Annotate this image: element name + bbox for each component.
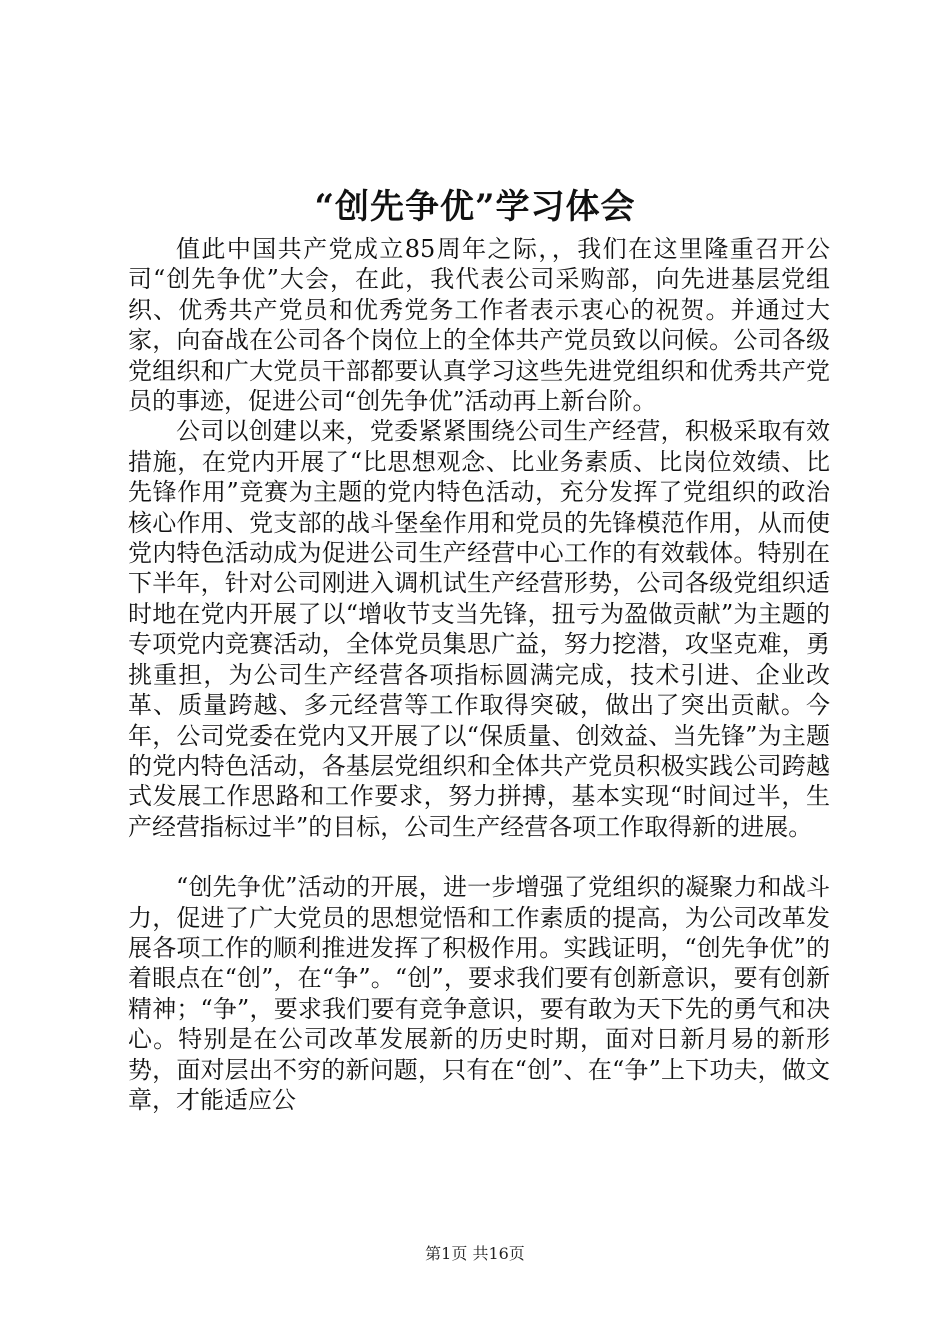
paragraph-3: “创先争优”活动的开展，进一步增强了党组织的凝聚力和战斗力，促进了广大党员的思想觉悟和工作素质的提高，为公司改革发展各项工作的顺利推进发挥了积极作用。实践证明，“创先争优”的着眼点在“创”，在“争”。“创”，要求我们要有创新意识，要有创新精神；“争”，要求我们要有竞争意识，要有敢为天下先的勇气和决心。特别是在公司改革发展新的历史时期，面对日新月易的新形势，面对层出不穷的新问题，只有在“创”、在“争”上下功夫，做文章，才能适应公 — [128, 873, 830, 1114]
document-body — [128, 234, 830, 1115]
document-title: “创先争优”学习体会 — [314, 187, 636, 227]
paragraph-1: 值此中国共产党成立85周年之际，，我们在这里隆重召开公司“创先争优”大会，在此，我代表公司采购部，向先进基层党组织、优秀共产党员和优秀党务工作者表示衷心的祝贺。并通过大家，向奋战在公司各个岗位上的全体共产党员致以问候。公司各级党组织和广大党员干部都要认真学习这些先进党组织和优秀共产党员的事迹，促进公司“创先争优”活动再上新台阶。 — [128, 235, 830, 416]
page-number-footer: 第1页 共16页 — [425, 1244, 525, 1263]
paragraph-2: 公司以创建以来，党委紧紧围绕公司生产经营，积极采取有效措施，在党内开展了“比思想观念、比业务素质、比岗位效绩、比先锋作用”竞赛为主题的党内特色活动，充分发挥了党组织的政治核心作用、党支部的战斗堡垒作用和党员的先锋模范作用，从而使党内特色活动成为促进公司生产经营中心工作的有效载体。特别在下半年，针对公司刚进入调机试生产经营形势，公司各级党组织适时地在党内开展了以“增收节支当先锋，扭亏为盈做贡献”为主题的专项党内竞赛活动，全体党员集思广益，努力挖潜，攻坚克难，勇挑重担，为公司生产经营各项指标圆满完成，技术引进、企业改革、质量跨越、多元经营等工作取得突破，做出了突出贡献。今年，公司党委在党内又开展了以“保质量、创效益、当先锋”为主题的党内特色活动，各基层党组织和全体共产党员积极实践公司跨越式发展工作思路和工作要求，努力拼搏，基本实现“时间过半，生产经营指标过半”的目标，公司生产经营各项工作取得新的进展。 — [128, 417, 830, 841]
